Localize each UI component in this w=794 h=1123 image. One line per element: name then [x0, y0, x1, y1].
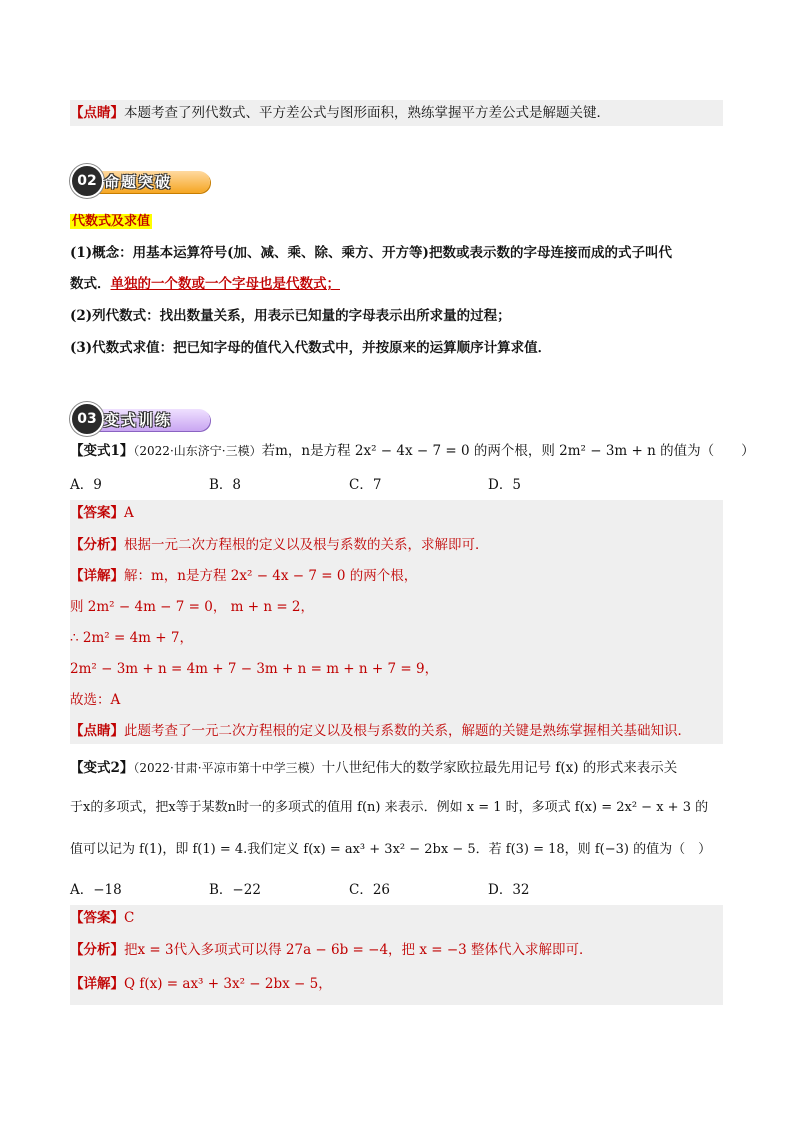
- q2-answer: C: [124, 910, 135, 926]
- q1-option-a: A．9: [70, 477, 102, 493]
- q2-line-3: 值可以记为 f(1)，即 f(1) = 4.我们定义 f(x) = ax³ + 3x² − 2bx − 5．若 f(3) = 18，则 f(−3) 的值为（ ）: [70, 842, 712, 857]
- q2-answer-row: [70, 908, 723, 928]
- q1-detail-row: [70, 566, 723, 586]
- q1-dianjing: 此题考查了一元二次方程根的定义以及根与系数的关系，解题的关键是熟练掌握相关基础知识．: [124, 723, 691, 739]
- q2-analysis-row: [70, 940, 723, 960]
- q1-source: （2022·山东济宁·三模）: [133, 444, 262, 458]
- q2-detail-tag: 【详解】: [70, 976, 124, 992]
- concept-1b-red: 单独的一个数或一个字母也是代数式；: [110, 276, 340, 292]
- q2-detail-row: [70, 974, 723, 994]
- q2-option-c: C．26: [349, 882, 391, 898]
- q1-choose: 故选：A: [70, 692, 121, 708]
- concept-1a: (1)概念：用基本运算符号(加、减、乘、除、乘方、开方等)把数或表示数的字母连接而成的式子叫代: [70, 245, 672, 261]
- q1-analysis-row: [70, 535, 723, 555]
- q2-detail: Q f(x) = ax³ + 3x² − 2bx − 5，: [124, 976, 332, 992]
- q1-answer: A: [124, 505, 134, 521]
- section-banner-03: [70, 400, 212, 436]
- q1-stem: [70, 441, 755, 461]
- q1-answer-tag: 【答案】: [70, 505, 124, 521]
- q1-detail-tag: 【详解】: [70, 568, 124, 584]
- q2-analysis-tag: 【分析】: [70, 942, 124, 958]
- q2-line-2: 于x的多项式，把x等于某数n时一的多项式的值用 f(n) 来表示．例如 x = 1 时，多项式 f(x) = 2x² − x + 3 的: [70, 800, 709, 815]
- q1-option-b: B．8: [209, 477, 242, 493]
- section-banner-02: [70, 162, 212, 198]
- topic-heading: [70, 211, 723, 232]
- q2-options: [70, 878, 723, 898]
- q1-answer-row: [70, 503, 723, 523]
- q2-analysis: 把x = 3代入多项式可以得 27a − 6b = −4，把 x = −3 整体代入求解即可．: [124, 942, 593, 958]
- dianjing-text: 本题考查了列代数式、平方差公式与图形面积，熟练掌握平方差公式是解题关键．: [124, 105, 610, 121]
- q1-dianjing-tag: 【点睛】: [70, 723, 124, 739]
- concept-2: (2)列代数式：找出数量关系，用表示已知量的字母表示出所求量的过程；: [70, 308, 511, 324]
- dianjing-tag: 【点睛】: [70, 105, 124, 121]
- q1-step-3: 2m² − 3m + n = 4m + 7 − 3m + n = m + n + 7 = 9，: [70, 661, 439, 677]
- q2-line-1: [70, 758, 723, 778]
- banner-title: 命题突破: [104, 173, 173, 191]
- q2-option-d: D．32: [488, 882, 530, 898]
- q2-source: （2022·甘肃·平凉市第十中学三模）: [133, 761, 322, 775]
- q1-option-d: D．5: [488, 477, 521, 493]
- q1-detail: 解：m，n是方程 2x² − 4x − 7 = 0 的两个根，: [124, 568, 418, 584]
- q1-label: 【变式1】: [70, 443, 134, 459]
- q1-options: [70, 473, 723, 493]
- topic-title: 代数式及求值: [72, 214, 151, 229]
- q1-step-2: ∴ 2m² = 4m + 7，: [70, 630, 193, 646]
- q1-text: 若m，n是方程 2x² − 4x − 7 = 0 的两个根，则 2m² − 3m + n 的值为（ ）: [261, 443, 755, 459]
- q2-label: 【变式2】: [70, 760, 134, 776]
- q2-answer-tag: 【答案】: [70, 910, 124, 926]
- q1-analysis: 根据一元二次方程根的定义以及根与系数的关系，求解即可．: [124, 537, 489, 553]
- concept-1b-plain: 数式．: [70, 276, 111, 292]
- q1-step-1: 则 2m² − 4m − 7 = 0， m + n = 2，: [70, 599, 315, 615]
- banner-number: 02: [70, 164, 104, 198]
- concept-3: (3)代数式求值：把已知字母的值代入代数式中，并按原来的运算顺序计算求值．: [70, 340, 552, 356]
- banner-title: 变式训练: [104, 411, 173, 429]
- q1-analysis-tag: 【分析】: [70, 537, 124, 553]
- q2-line1-text: 十八世纪伟大的数学家欧拉最先用记号 f(x) 的形式来表示关: [321, 760, 678, 776]
- q2-option-b: B．−22: [209, 882, 261, 898]
- dianjing-box-top: [70, 100, 723, 126]
- banner-number: 03: [70, 402, 104, 436]
- q2-option-a: A．−18: [70, 882, 122, 898]
- q1-option-c: C．7: [349, 477, 382, 493]
- concept-1b: [70, 274, 723, 294]
- q1-dianjing-row: [70, 721, 723, 741]
